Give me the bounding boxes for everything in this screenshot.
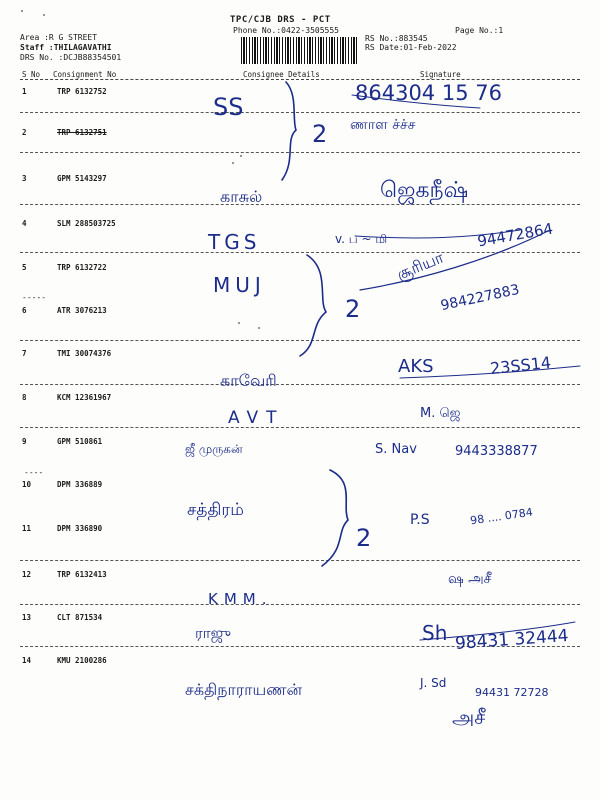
- row-7-sno: 7: [22, 349, 27, 358]
- hw-r10-name: சத்திரம்: [187, 500, 244, 520]
- hw-r2-count: 2: [312, 120, 328, 148]
- col-sno: S No: [22, 70, 41, 79]
- hw-r9-phone: 9443338877: [455, 444, 538, 459]
- scan-speck: [258, 327, 260, 329]
- row-4-sno: 4: [22, 219, 27, 228]
- row-3-consignment: GPM 5143297: [57, 174, 107, 183]
- hw-r2-signature: ணாள ச்ச்ச: [350, 117, 416, 133]
- hw-r8-signature: M. ஜெ: [420, 406, 461, 421]
- row-5-sno: 5: [22, 263, 27, 272]
- row-1-sno: 1: [22, 87, 27, 96]
- hw-r9-signature: S. Nav: [375, 442, 417, 457]
- hw-r10-phone: 98 .... 0784: [469, 505, 534, 528]
- hw-r14-name: சக்திநாராயணன்: [185, 680, 303, 699]
- row-2-consignment: TRP 6132751: [57, 128, 107, 137]
- row-10-consignment: DPM 336889: [57, 480, 103, 489]
- row-9-sno: 9: [22, 437, 27, 446]
- brace-rows-10-11: [322, 470, 348, 566]
- row-9-consignment: GPM 510861: [57, 437, 103, 446]
- row-13-sno: 13: [22, 613, 32, 622]
- hw-r7-signature: AKS: [398, 356, 434, 377]
- dash-mark: ----: [24, 468, 44, 477]
- hw-r11-count: 2: [356, 524, 372, 552]
- area-label: Area :R G STREET: [20, 33, 98, 42]
- hw-r1-phone: 864304 15 76: [355, 81, 502, 105]
- row-14-sno: 14: [22, 656, 32, 665]
- page-number: Page No.:1: [455, 26, 504, 35]
- staff-label: Staff :THILAGAVATHI: [20, 43, 112, 52]
- scan-speck: [232, 162, 234, 164]
- row-12-sno: 12: [22, 570, 32, 579]
- hw-r12-name: KMM.: [208, 590, 273, 608]
- hw-r13-signature: Sh: [422, 621, 448, 645]
- hw-r3-name: காசுல்: [220, 187, 263, 206]
- row-2-sno: 2: [22, 128, 27, 137]
- col-consignment: Consignment No: [53, 70, 117, 79]
- scan-speck: [21, 10, 23, 12]
- brace-rows-1-2: [282, 82, 296, 180]
- col-signature: Signature: [420, 70, 461, 79]
- brace-rows-5-6: [300, 255, 326, 356]
- hw-r7-phone: 23SS14: [489, 352, 552, 379]
- hw-r3-signature: ஜெகநீஷ்: [380, 178, 469, 203]
- sheet-title: TPC/CJB DRS - PCT: [230, 15, 331, 25]
- hw-r4-phone: 94472864: [476, 219, 555, 251]
- rs-date: RS Date:01-Feb-2022: [365, 43, 457, 52]
- row-5-consignment: TRP 6132722: [57, 263, 107, 272]
- row-6-sno: 6: [22, 306, 27, 315]
- hw-r5-name: MUJ: [213, 273, 266, 297]
- phone-number: Phone No.:0422-3505555: [233, 26, 339, 35]
- hw-r14-phone: 94431 72728: [475, 686, 549, 699]
- hw-r13-phone: 98431 32444: [454, 626, 570, 654]
- row-10-sno: 10: [22, 480, 32, 489]
- row-13-consignment: CLT 871534: [57, 613, 103, 622]
- row-7-consignment: TMI 30074376: [57, 349, 112, 358]
- row-6-consignment: ATR 3076213: [57, 306, 107, 315]
- hw-r4-name: TGS: [208, 230, 261, 254]
- hw-r6-count: 2: [345, 295, 361, 323]
- scan-speck: [238, 322, 240, 324]
- dash-mark: -----: [22, 293, 47, 302]
- hw-r12-signature: ஷ அசீ: [448, 571, 492, 587]
- hw-r13-name: ராஜு: [195, 624, 231, 642]
- drs-number: DRS No. :DCJB88354501: [20, 53, 122, 62]
- row-12-consignment: TRP 6132413: [57, 570, 107, 579]
- hw-r8-name: AVT: [228, 408, 285, 428]
- row-8-consignment: KCM 12361967: [57, 393, 112, 402]
- row-4-consignment: SLM 288503725: [57, 219, 116, 228]
- hw-r1-name: SS: [213, 93, 244, 121]
- scan-speck: [240, 155, 242, 157]
- row-11-consignment: DPM 336890: [57, 524, 103, 533]
- hw-r4-signature: v. ப ~ மி: [335, 232, 388, 246]
- hw-r14-signature: J. Sd: [420, 676, 447, 690]
- hw-r5-signature: சூரியா: [393, 247, 447, 284]
- hw-r7-name: காவேரி: [220, 371, 277, 390]
- row-14-consignment: KMU 2100286: [57, 656, 107, 665]
- hw-r10-signature: P.S: [410, 512, 430, 528]
- hw-r5-phone: 984227883: [439, 281, 521, 315]
- row-3-sno: 3: [22, 174, 27, 183]
- hw-r9-name: ஜீ முருகன்: [185, 442, 243, 456]
- row-1-consignment: TRP 6132752: [57, 87, 107, 96]
- row-8-sno: 8: [22, 393, 27, 402]
- hw-r14-signature-2: அசீ: [452, 705, 486, 729]
- scan-speck: [43, 14, 45, 16]
- row-11-sno: 11: [22, 524, 32, 533]
- rs-number: RS No.:883545: [365, 34, 428, 43]
- col-consignee: Consignee Details: [243, 70, 320, 79]
